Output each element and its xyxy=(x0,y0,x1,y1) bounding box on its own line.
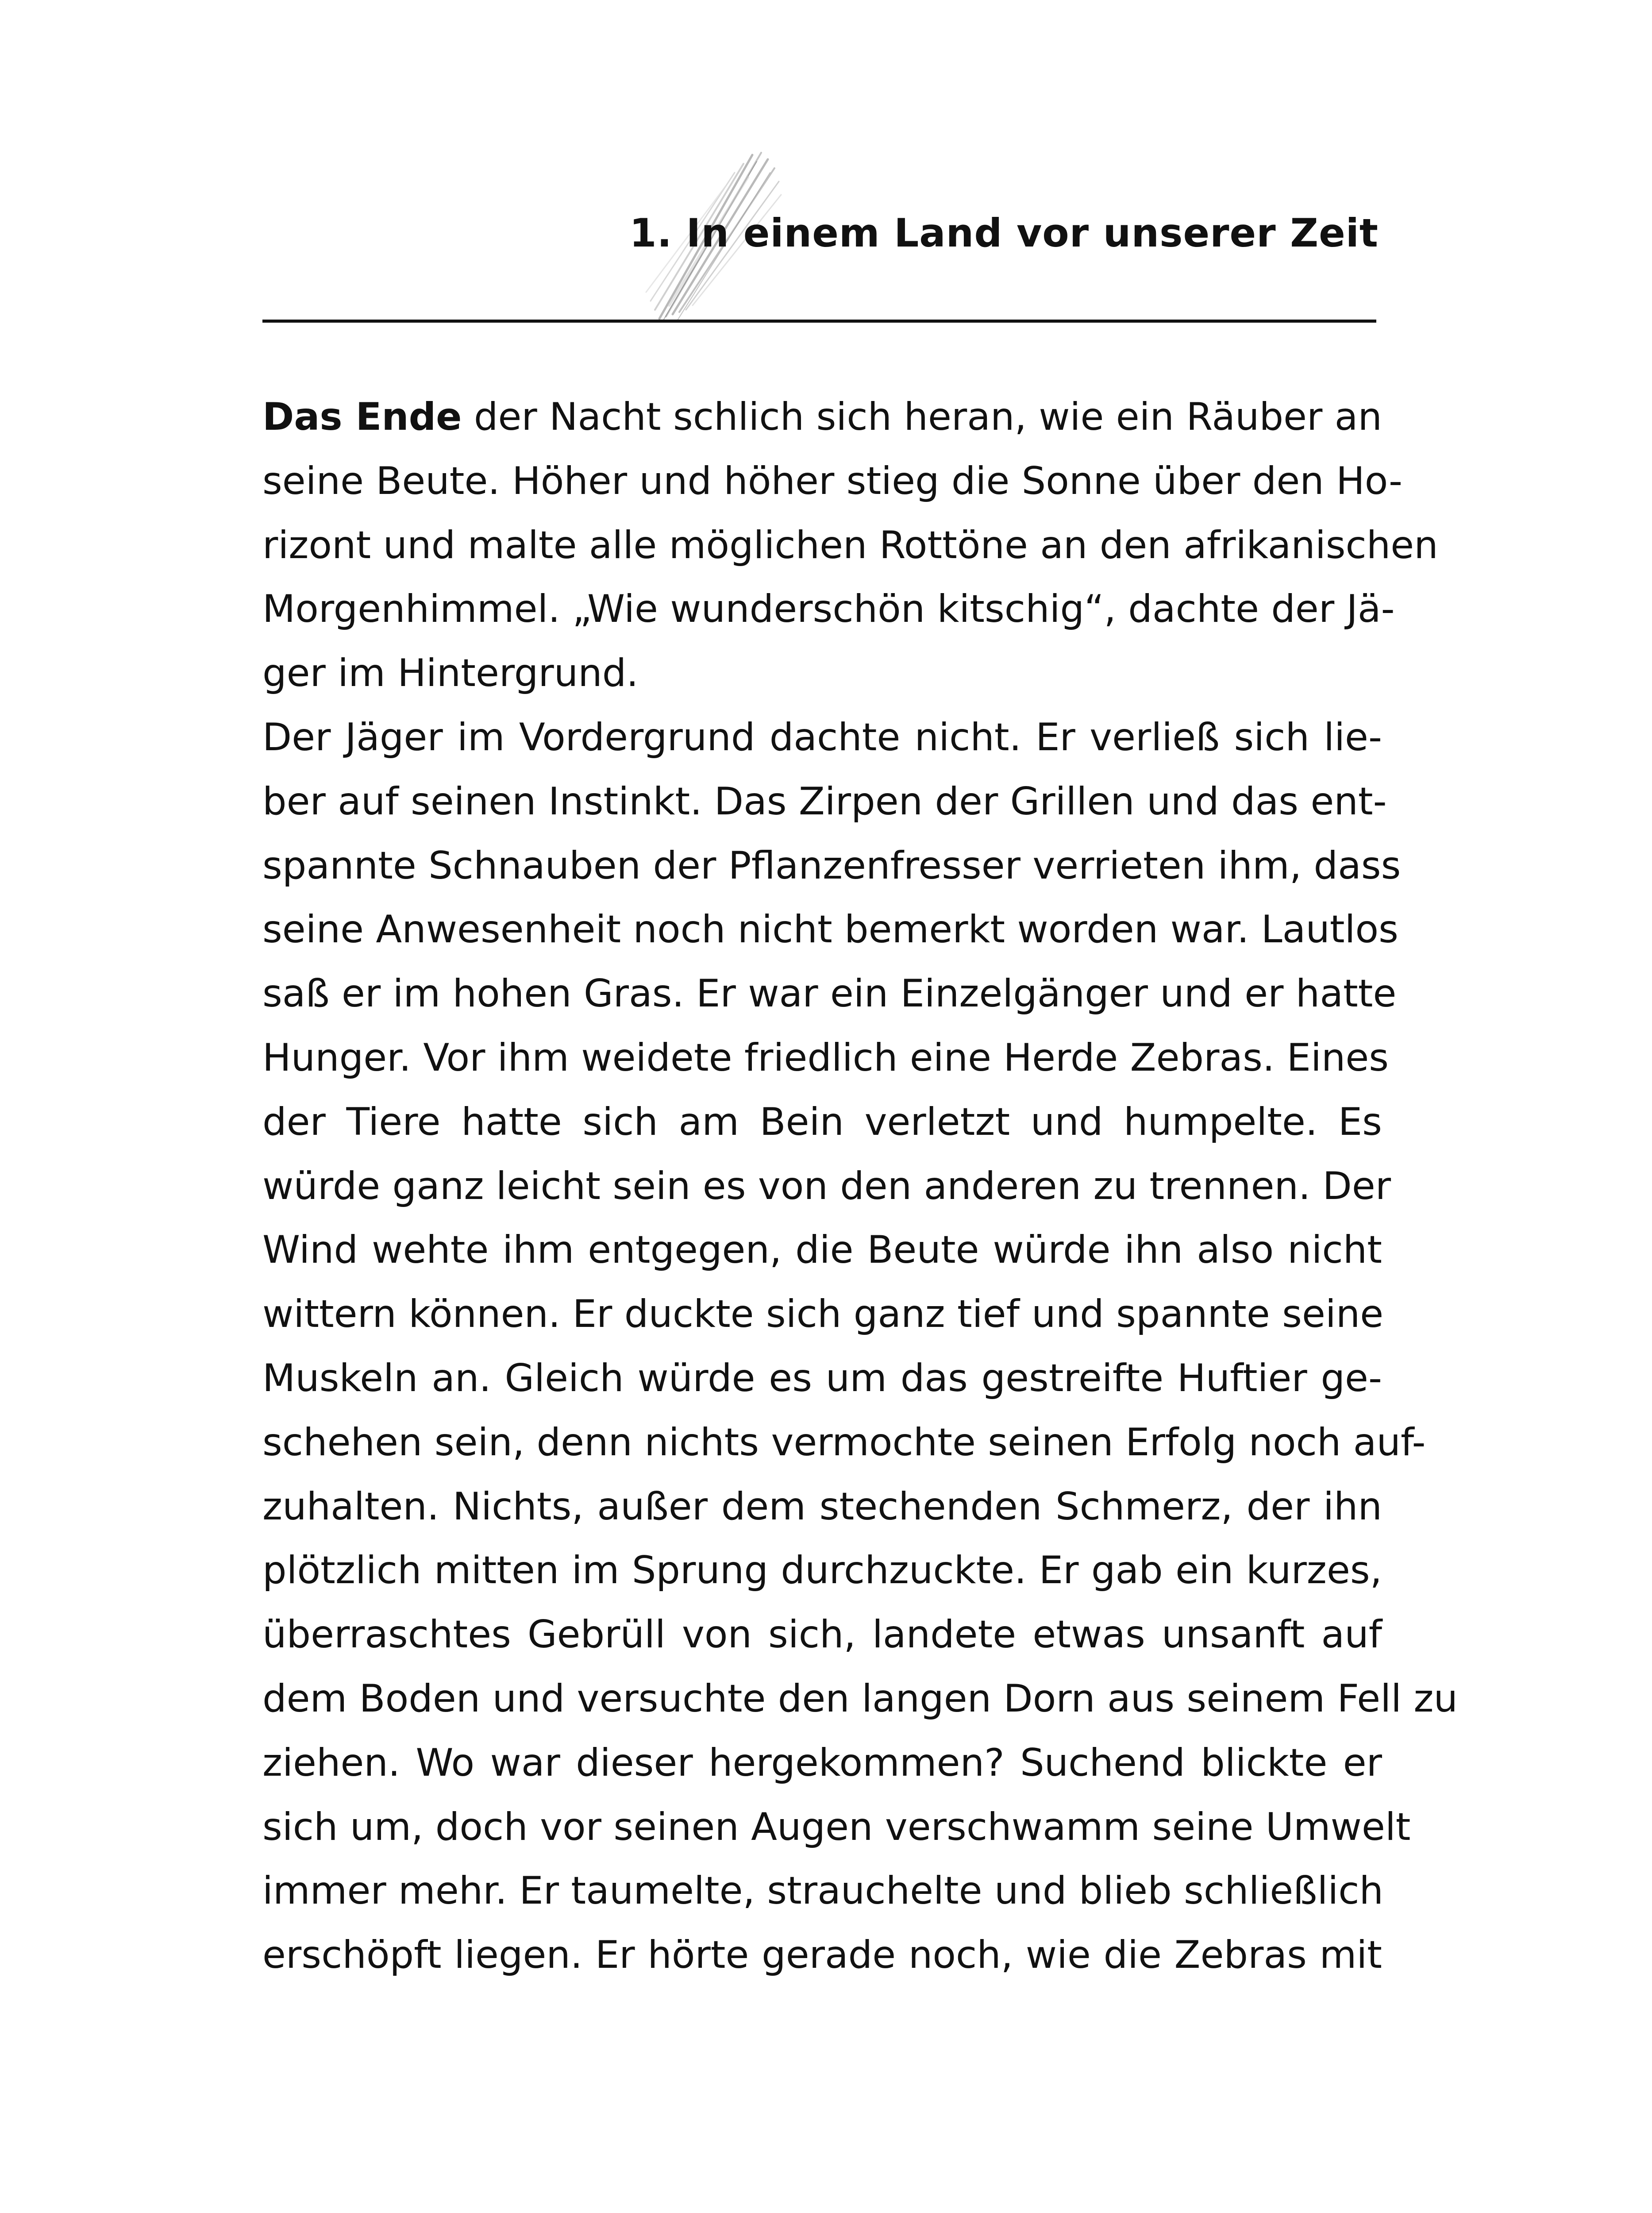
text-line: würde ganz leicht sein es von den anderen zu trennen. Der xyxy=(262,1164,1391,1208)
text-line: der Tiere hatte sich am Bein verletzt und humpelte. Es xyxy=(262,1099,1382,1144)
text-line: Wind wehte ihm entgegen, die Beute würde ihn also nicht xyxy=(262,1228,1382,1272)
chapter-title: 1. In einem Land vor unserer Zeit xyxy=(629,210,1379,256)
text-line: dem Boden und versuchte den langen Dorn aus seinem Fell zu xyxy=(262,1676,1458,1721)
text-line: ber auf seinen Instinkt. Das Zirpen der Grillen und das ent- xyxy=(262,779,1387,824)
lead-words: Das Ende xyxy=(262,395,462,439)
text-line: Muskeln an. Gleich würde es um das gestreifte Huftier ge- xyxy=(262,1356,1382,1400)
text-line: erschöpft liegen. Er hörte gerade noch, wie die Zebras mit xyxy=(262,1933,1382,1978)
text-line: schehen sein, denn nichts vermochte seinen Erfolg noch auf- xyxy=(262,1420,1426,1465)
text-line: immer mehr. Er taumelte, strauchelte und blieb schließlich xyxy=(262,1869,1384,1913)
text-line: überraschtes Gebrüll von sich, landete etwas unsanft auf xyxy=(262,1612,1382,1657)
text-line: plötzlich mitten im Sprung durchzuckte. Er gab ein kurzes, xyxy=(262,1548,1382,1593)
chapter-header xyxy=(629,146,1398,323)
text-line: ziehen. Wo war dieser hergekommen? Suchend blickte er xyxy=(262,1740,1382,1785)
text-line: zuhalten. Nichts, außer dem stechenden Schmerz, der ihn xyxy=(262,1484,1382,1529)
text-line: sich um, doch vor seinen Augen verschwamm seine Umwelt xyxy=(262,1804,1411,1849)
text-line: seine Anwesenheit noch nicht bemerkt worden war. Lautlos xyxy=(262,907,1398,952)
chapter-body-text xyxy=(262,385,1458,1987)
text-line: spannte Schnauben der Pflanzenfresser verrieten ihm, dass xyxy=(262,843,1401,888)
text-line: wittern können. Er duckte sich ganz tief und spannte seine xyxy=(262,1292,1384,1337)
text-line-rest: der Nacht schlich sich heran, wie ein Räuber an xyxy=(462,395,1382,439)
text-line: Hunger. Vor ihm weidete friedlich eine Herde Zebras. Eines xyxy=(262,1035,1389,1080)
chapter-divider xyxy=(262,320,1376,323)
text-line: seine Beute. Höher und höher stieg die Sonne über den Ho- xyxy=(262,459,1403,503)
text-line: Morgenhimmel. „Wie wunderschön kitschig“, dachte der Jä- xyxy=(262,587,1395,632)
text-line: Der Jäger im Vordergrund dachte nicht. Er verließ sich lie- xyxy=(262,715,1382,760)
text-line: ger im Hintergrund. xyxy=(262,651,639,696)
text-line xyxy=(262,385,1382,449)
text-line: saß er im hohen Gras. Er war ein Einzelgänger und er hatte xyxy=(262,972,1397,1016)
text-line: rizont und malte alle möglichen Rottöne an den afrikanischen xyxy=(262,523,1438,567)
